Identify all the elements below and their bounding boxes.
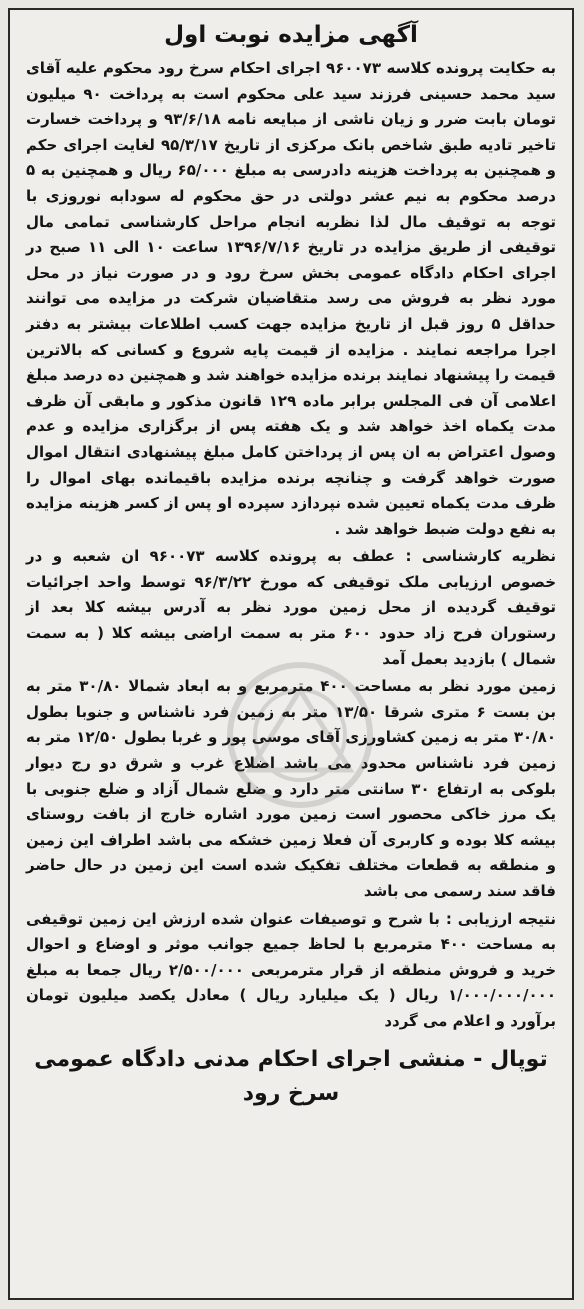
notice-paragraph-main: به حکایت پرونده کلاسه ۹۶۰۰۷۳ اجرای احکام سرخ رود محکوم علیه آقای سید محمد حسینی فرزند سید علی محکوم است به پرداخت ۹۰ میلیون تومان بابت ضرر و زیان ناشی از مبایعه نامه ۹۳/۶/۱۸ و پرداخت خسارت تاخیر تادیه طبق شاخص بانک مرکزی از تاریخ ۹۵/۳/۱۷ لغایت اجرای حکم و همچنین به پرداخت هزینه دادرسی به مبلغ ۶۵/۰۰۰ ریال و همچنین به ۵ درصد محکوم به نیم عشر دولتی در حق محکوم له سودابه نوروزی با توجه به توقیف مال لذا نظربه انجام مراحل کارشناسی تمامی مال توقیفی از طریق مزایده در تاریخ ۱۳۹۶/۷/۱۶ ساعت ۱۰ الی ۱۱ صبح در اجرای احکام دادگاه عمومی بخش سرخ رود و در صورت نیاز در محل مورد نظر به فروش می رسد متقاضیان شرکت در مزایده می توانند حداقل ۵ روز قبل از تاریخ مزایده جهت کسب اطلاعات بیشتر به دفتر اجرا مراجعه نمایند . مزایده از قیمت پایه شروع و کسانی که بالاترین قیمت را پیشنهاد نمایند برنده مزایده خواهند شد و همچنین ده درصد مبلغ اعلامی آن فی المجلس برابر ماده ۱۲۹ قانون مذکور و مابقی آن ظرف مدت یکماه اخذ خواهد شد و یک هفته پس از برگزاری مزایده و عدم وصول اعتراض به ان پس از پرداختن کامل مبلغ پیشنهادی انتقال اموال صورت خواهد گرفت و چنانچه برنده مزایده باقیمانده بهای اموال را ظرف مدت یکماه تعیین شده نپردازد سپرده او پس از کسر هزینه مزایده به نفع دولت ضبط خواهد شد . (26, 59, 557, 538)
notice-page (8, 8, 574, 1300)
notice-paragraph-expert-opinion: نظریه کارشناسی : عطف به پرونده کلاسه ۹۶۰۰۷۳ ان شعبه و در خصوص ارزیابی ملک توقیفی که مورخ ۹۶/۳/۲۲ توسط واحد اجرائیات توقیف گردیده از محل زمین مورد نظر به آدرس بیشه کلا بعد از رستوران فرح زاد حدود ۶۰۰ متر به سمت اراضی بیشه کلا ( به سمت شمال ) بازدید بعمل آمد (26, 547, 557, 668)
signature-line-2: سرخ رود (242, 1080, 340, 1106)
notice-paragraph-valuation-result: نتیجه ارزیابی : با شرح و توصیفات عنوان شده ارزش این زمین توقیفی به مساحت ۴۰۰ مترمربع با لحاظ جمیع جوانب موثر و اوضاع و احوال خرید و فروش منطقه از قرار مترمربعی ۲/۵۰۰/۰۰۰ ریال جمعا به مبلغ ۱/۰۰۰/۰۰۰/۰۰۰ ریال ( یک میلیارد ریال ) معادل یکصد میلیون تومان برآورد و اعلام می گردد (26, 909, 556, 1030)
notice-signature (26, 1043, 556, 1111)
signature-line-1: توپال - منشی اجرای احکام مدنی دادگاه عمومی (34, 1046, 548, 1072)
notice-paragraph-land-description: زمین مورد نظر به مساحت ۴۰۰ مترمربع و به ابعاد شمالا ۳۰/۸۰ متر به بن بست ۶ متری شرقا ۱۳/۵۰ متر به زمین فرد ناشناس و جنوبا بطول ۳۰/۸۰ متر به زمین کشاورزی آقای موسی پور و غربا بطول ۱۲/۵۰ متر به زمین فرد ناشناس محدود می باشد اضلاع غرب و شرق دو رج دیوار بلوکی به ارتفاع ۳۰ سانتی متر دارد و ضلع شمال آزاد و ضلع جنوبی با یک مرز خاکی محصور است زمین مورد اشاره خارج از بافت روستای بیشه کلا بوده و کاربری آن فعلا زمین خشکه می باشد اطراف این زمین و منطقه به قطعات مختلف تفکیک شده است این زمین در حال حاضر فاقد سند رسمی می باشد (26, 677, 557, 900)
notice-title: آگهی مزایده نوبت اول (164, 22, 418, 48)
